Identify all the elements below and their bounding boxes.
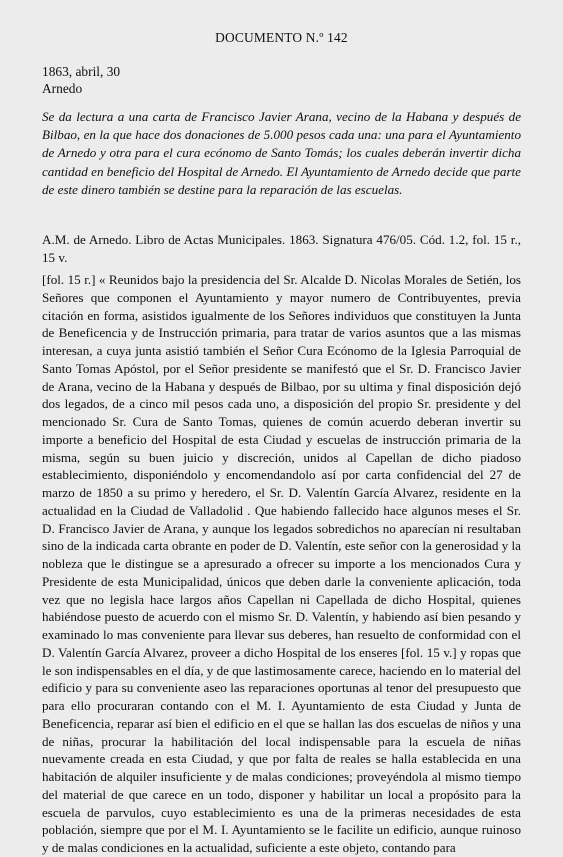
archival-source: A.M. de Arnedo. Libro de Actas Municipales. 1863. Signatura 476/05. Cód. 1.2, fol. 15 r., 15 v. xyxy=(42,232,521,265)
document-date: 1863, abril, 30 xyxy=(42,64,121,79)
document-summary: Se da lectura a una carta de Francisco Javier Arana, vecino de la Habana y después de Bilbao, en la que hace dos donaciones de 5.000 pesos cada una: una para el Ayuntamiento de Arnedo y otra para el cura ecónomo de Santo Tomás; los cuales deberán invertir dicha cantidad en beneficio del Hospital de Arnedo. El Ayuntamiento de Arnedo decide que parte de este dinero también se destine para la reparación de las escuelas. xyxy=(42,109,521,197)
date-place-block xyxy=(42,63,120,97)
document-title: DOCUMENTO N.º 142 xyxy=(215,30,348,45)
document-place: Arnedo xyxy=(42,81,83,96)
document-transcription: [fol. 15 r.] « Reunidos bajo la presidencia del Sr. Alcalde D. Nicolas Morales de Setién, los Señores que componen el Ayuntamiento y mayor numero de Contribuyentes, previa citación en forma, asistidos igualmente de los Señores individuos que constituyen la Junta de Beneficencia y de Instrucción primaria, para tratar de varios asuntos que a las mismas interesan, a cuya junta asistió también el Señor Cura Ecónomo de la Iglesia Parroquial de Santo Tomas Apóstol, por el Señor presidente se manifestó que el Sr. D. Francisco Javier de Arana, vecino de la Habana y después de Bilbao, por su ultima y final disposición dejó dos legados, de a cinco mil pesos cada uno, a disposición del propio Sr. presidente y del mencionado Sr. Cura de Santo Tomas, quienes de común acuerdo deberan invertir su importe a beneficio del Hospital de esta Ciudad y escuelas de instrucción primaria de la misma, según su buen juicio y discreción, unidos al Capellan de dicho piadoso establecimiento, disponiéndolo y encomendandolo así por carta confidencial del 27 de marzo de 1850 a su primo y heredero, el Sr. D. Valentín García Alvarez, residente en la actualidad en la Ciudad de Valladolid . Que habiendo fallecido hace algunos meses el Sr. D. Francisco Javier de Arana, y aunque los legados sobredichos no aparecían ni resultaban sino de la indicada carta obrante en poder de D. Valentín, este señor con la generosidad y la nobleza que le distingue se a apresurado a ofrecer su importe a los mencionados Cura y Presidente de esta Municipalidad, únicos que deben darle la conveniente aplicación, toda vez que no legisla hace largos años Capellan ni Capellada de dicho Hospital, quienes habiéndose puesto de acuerdo con el mismo Sr. D. Valentín, y habiendo así bien pesando y examinado lo mas conveniente para llevar sus deberes, han resuelto de conformidad con el D. Valentín García Alvarez, proveer a dicho Hospital de los enseres [fol. 15 v.] y ropas que le son indispensables en el día, y de que lastimosamente carece, haciendo en lo material del edificio y para su conveniente aseo las reparaciones oportunas al tenor del presupuesto que para ello procuraran contando con el M. I. Ayuntamiento de esta Ciudad y Junta de Beneficencia, reparar así bien el edificio en el que se hallan las dos escuelas de niños y una de niñas, procurar la habilitación del local indispensable para la escuela de niñas nuevamente creada en esta Ciudad, y que por falta de reales se halla establecida en una habitación de alquiler insuficiente y de malas condiciones; proveyéndola al mismo tiempo del material de que carece en un todo, disponer y habilitar un local a propósito para la escuela de parvulos, cuyo establecimiento es una de la primeras necesidades de esta población, siempre que por el M. I. Ayuntamiento se le facilite un edificio, aunque ruinoso y de malas condiciones en la actualidad, suficiente a este objeto, contando para xyxy=(42,272,521,855)
